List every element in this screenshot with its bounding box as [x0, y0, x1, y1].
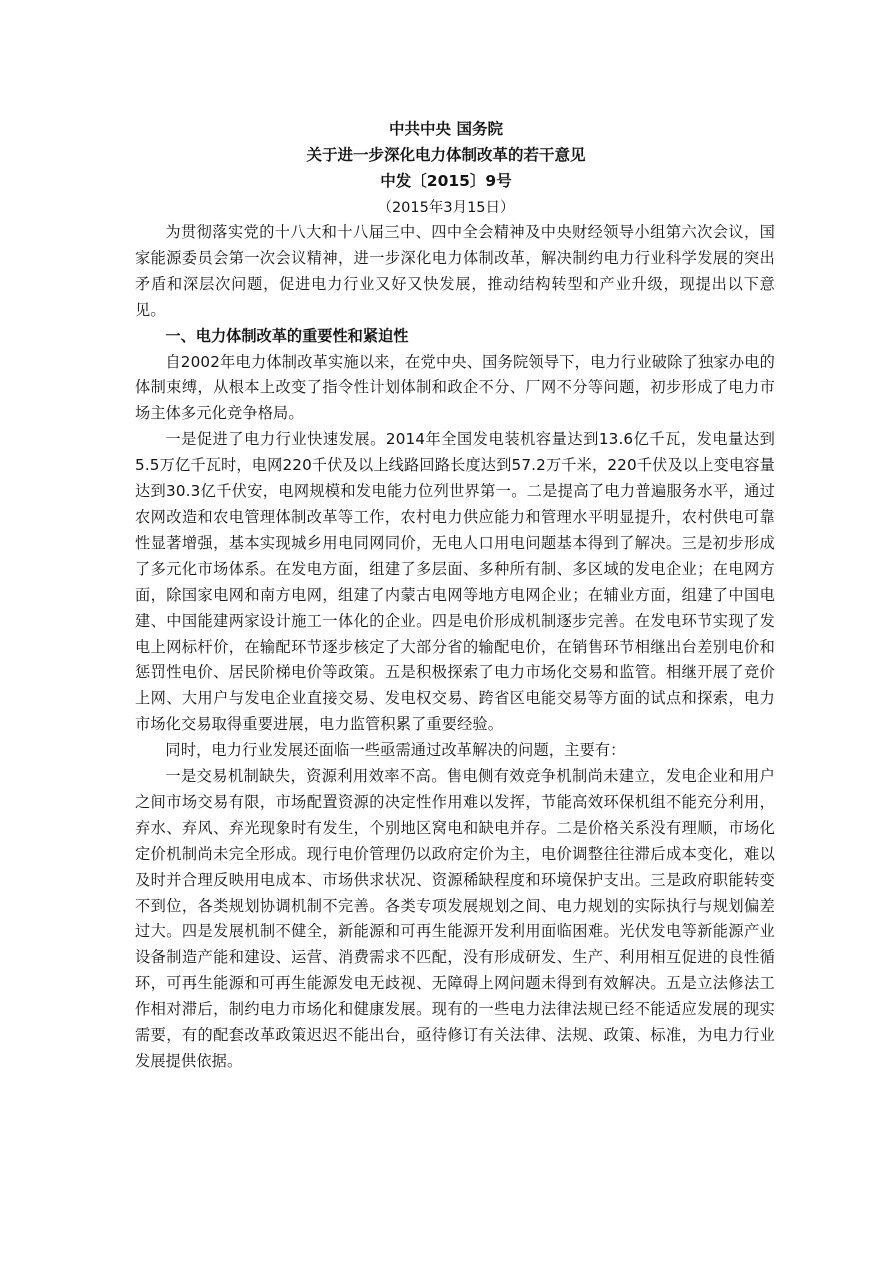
- body-paragraph: 一是交易机制缺失，资源利用效率不高。售电侧有效竞争机制尚未建立，发电企业和用户之间市场交易有限，市场配置资源的决定性作用难以发挥，节能高效环保机组不能充分利用，弃水、弃风、弃光现象时有发生，个别地区窝电和缺电并存。二是价格关系没有理顺，市场化定价机制尚未完全形成。现行电价管理仍以政府定价为主，电价调整往往滞后成本变化，难以及时并合理反映用电成本、市场供求状况、资源稀缺程度和环境保护支出。三是政府职能转变不到位，各类规划协调机制不完善。各类专项发展规划之间、电力规划的实际执行与规划偏差过大。四是发展机制不健全，新能源和可再生能源开发利用面临困难。光伏发电等新能源产业设备制造产能和建设、运营、消费需求不匹配，没有形成研发、生产、利用相互促进的良性循环，可再生能源和可再生能源发电无歧视、无障碍上网问题未得到有效解决。五是立法修法工作相对滞后，制约电力市场化和健康发展。现有的一些电力法律法规已经不能适应发展的现实需要，有的配套改革政策迟迟不能出台，亟待修订有关法律、法规、政策、标准，为电力行业发展提供依据。: [135, 767, 775, 1070]
- issuer: 中共中央 国务院: [389, 120, 503, 138]
- document-body: [135, 220, 775, 1075]
- body-paragraph: 同时，电力行业发展还面临一些亟需通过改革解决的问题，主要有：: [165, 741, 626, 760]
- section-heading: 一、电力体制改革的重要性和紧迫性: [165, 326, 409, 345]
- body-paragraph: 一是促进了电力行业快速发展。2014年全国发电装机容量达到13.6亿千瓦，发电量达到5.5万亿千瓦时，电网220千伏及以上线路回路长度达到57.2万千米，220千伏及以上变电容量达到30.3亿千伏安，电网规模和发电能力位列世界第一。二是提高了电力普遍服务水平，通过农网改造和农电管理体制改革等工作，农村电力供应能力和管理水平明显提升，农村供电可靠性显著增强，基本实现城乡用电同网同价，无电人口用电问题基本得到了解决。三是初步形成了多元化市场体系。在发电方面，组建了多层面、多种所有制、多区域的发电企业；在电网方面，除国家电网和南方电网，组建了内蒙古电网等地方电网企业；在辅业方面，组建了中国电建、中国能建两家设计施工一体化的企业。四是电价形成机制逐步完善。在发电环节实现了发电上网标杆价，在输配环节逐步核定了大部分省的输配电价，在销售环节相继出台差别电价和惩罚性电价、居民阶梯电价等政策。五是积极探索了电力市场化交易和监管。相继开展了竞价上网、大用户与发电企业直接交易、发电权交易、跨省区电能交易等方面的试点和探索，电力市场化交易取得重要进展，电力监管积累了重要经验。: [135, 430, 775, 734]
- body-paragraph: 自2002年电力体制改革实施以来，在党中央、国务院领导下，电力行业破除了独家办电的体制束缚，从根本上改变了指令性计划体制和政企不分、厂网不分等问题，初步形成了电力市场主体多元化竞争格局。: [135, 352, 775, 423]
- intro-paragraph: 为贯彻落实党的十八大和十八届三中、四中全会精神及中央财经领导小组第六次会议，国家能源委员会第一次会议精神，进一步深化电力体制改革，解决制约电力行业科学发展的突出矛盾和深层次问题，促进电力行业又好又快发展，推动结构转型和产业升级，现提出以下意见。: [135, 223, 775, 319]
- document-title: 关于进一步深化电力体制改革的若干意见: [306, 146, 586, 164]
- document-date: （2015年3月15日）: [377, 200, 515, 216]
- document-header: [0, 116, 892, 221]
- document-number: 中发〔2015〕9号: [380, 172, 512, 190]
